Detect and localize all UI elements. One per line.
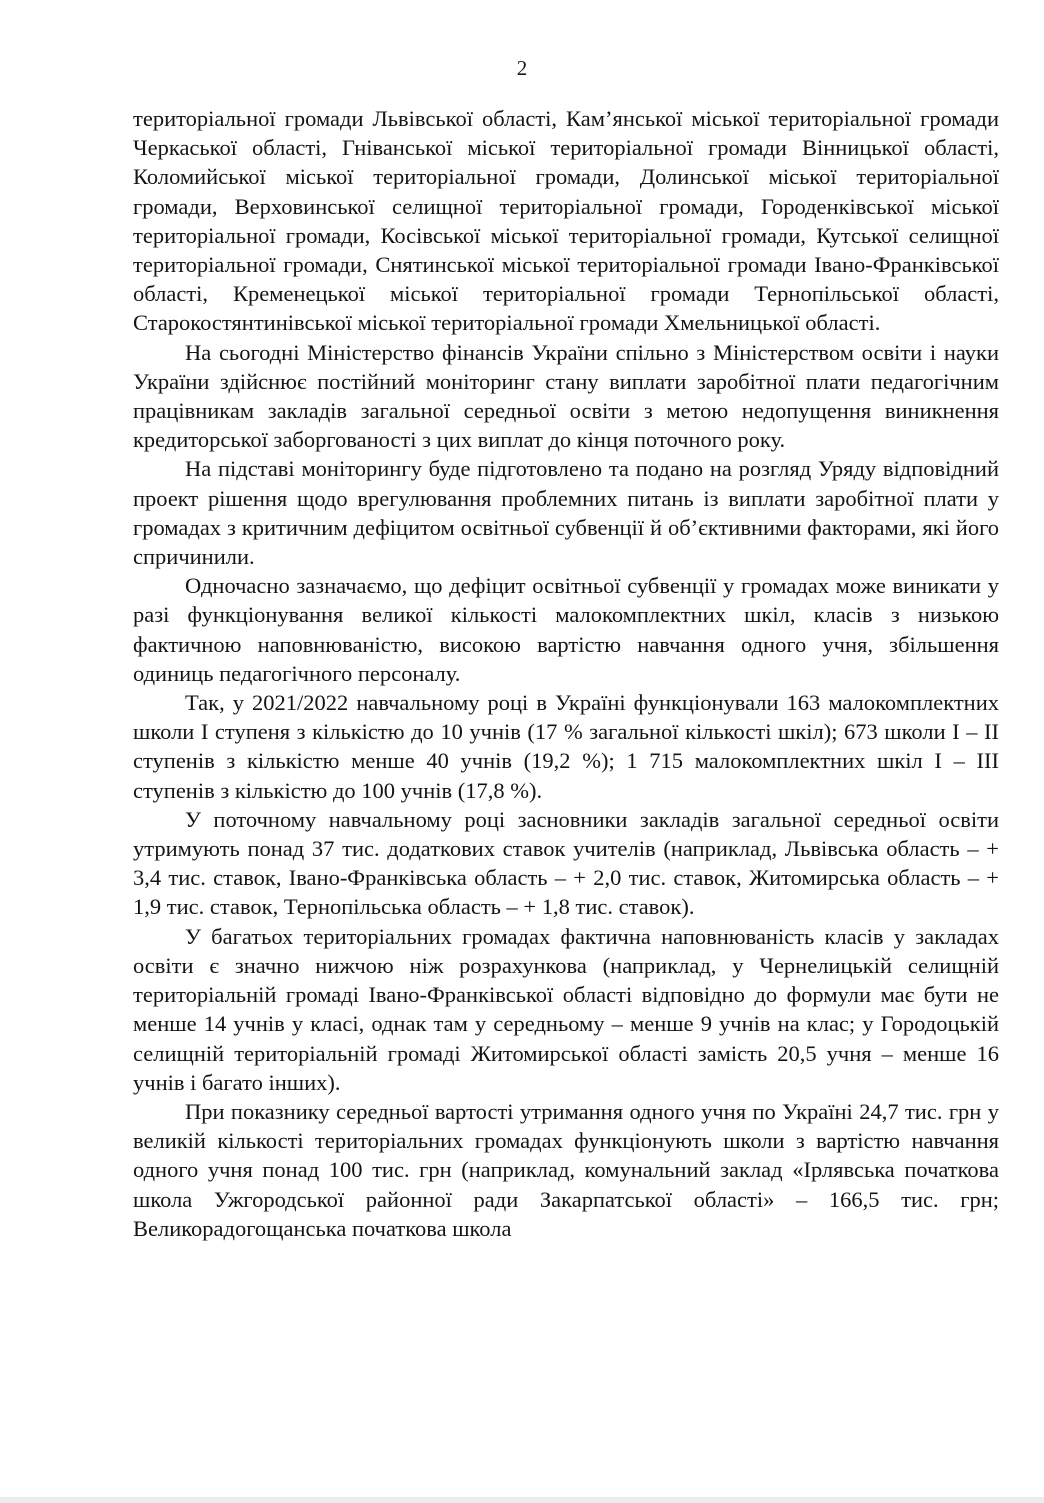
paragraph-monitoring: На сьогодні Міністерство фінансів України спільно з Міністерством освіти і науки України здійснює постійний моніторинг стану виплати заробітної плати педагогічним працівникам закладів загальної середньої освіти з метою недопущення виникнення кредиторської заборгованості з цих виплат до кінця поточного року. xyxy=(133,339,999,453)
page-number: 2 xyxy=(516,56,528,80)
paragraph-continuation: територіальної громади Львівської області, Кам’янської міської територіальної громади Черкаської області, Гніванської міської територіальної громади Вінницької області, Коломийської міської територіальної громади, Долинської міської територіальної громади, Верховинської селищної територіальної громади, Городенківської міської територіальної громади, Косівської міської територіальної громади, Кутської селищної територіальної громади, Снятинської міської територіальної громади Івано-Франківської області, Кременецької міської територіальної громади Тернопільської області, Старокостянтинівської міської територіальної громади Хмельницької області. xyxy=(133,106,999,336)
page-bottom-edge xyxy=(0,1497,1044,1503)
paragraph-teacher-rates: У поточному навчальному році засновники закладів загальної середньої освіти утримують понад 37 тис. додаткових ставок учителів (наприклад, Львівська область – + 3,4 тис. ставок, Івано-Франківська область – + 2,0 тис. ставок, Житомирська область – + 1,9 тис. ставок, Тернопільська область – + 1,8 тис. ставок). xyxy=(133,806,999,920)
paragraph-cost-per-student: При показнику середньої вартості утримання одного учня по Україні 24,7 тис. грн у великій кількості територіальних громадах функціонують школи з вартістю навчання одного учня понад 100 тис. грн (наприклад, комунальний заклад «Ірлявська початкова школа Ужгородської районної ради Закарпатської області» – 166,5 тис. грн; Великорадогощанська початкова школа xyxy=(133,1098,999,1241)
paragraph-school-statistics: Так, у 2021/2022 навчальному році в Україні функціонували 163 малокомплектних школи І ступеня з кількістю до 10 учнів (17 % загальної кількості шкіл); 673 школи І – ІІ ступенів з кількістю менше 40 учнів (19,2 %); 1 715 малокомплектних шкіл І – ІІІ ступенів з кількістю до 100 учнів (17,8 %). xyxy=(133,690,999,803)
paragraph-class-occupancy: У багатьох територіальних громадах фактична наповнюваність класів у закладах освіти є значно нижчою ніж розрахункова (наприклад, у Чернелицькій селищній територіальній громаді Івано-Франківської області відповідно до формули має бути не менше 14 учнів у класі, однак там у середньому – менше 9 учнів на клас; у Городоцькій селищній територіальній громаді Житомирської області замість 20,5 учня – менше 16 учнів і багато інших). xyxy=(133,923,999,1095)
paragraph-government-decision: На підставі моніторингу буде підготовлено та подано на розгляд Уряду відповідний проект рішення щодо врегулювання проблемних питань із виплати заробітної плати у громадах з критичним дефіцитом освітньої субвенції й об’єктивними факторами, які його спричинили. xyxy=(133,456,999,570)
document-body xyxy=(133,104,999,1243)
paragraph-subvention-deficit: Одночасно зазначаємо, що дефіцит освітньої субвенції у громадах може виникати у разі функціонування великої кількості малокомплектних шкіл, класів з низькою фактичною наповнюваністю, високою вартістю навчання одного учня, збільшення одиниць педагогічного персоналу. xyxy=(133,573,999,686)
